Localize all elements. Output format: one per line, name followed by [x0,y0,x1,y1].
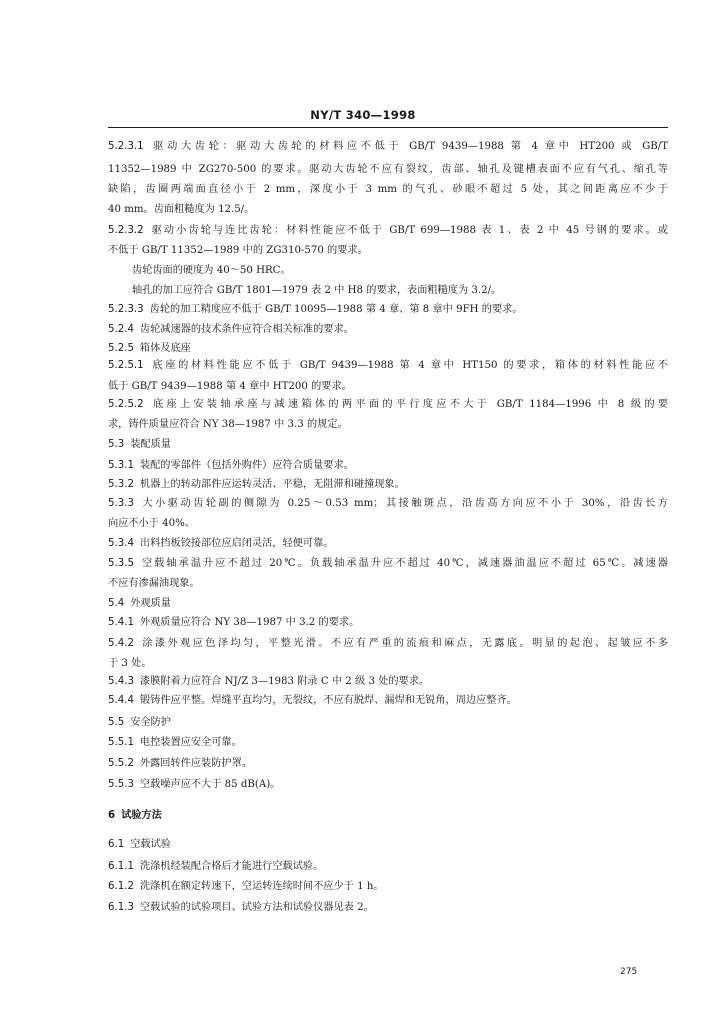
clause-line [108,342,668,356]
clause-text: 向应不小于 40%。 [108,518,196,529]
clause-number: 6.1 [108,839,125,850]
clause-line [108,398,668,412]
clause-number: 5.3 [108,439,125,450]
clause-text: 安全防护 [130,717,171,728]
continuation-line [108,577,668,591]
clause-number: 5.2.4 [108,324,134,335]
clause-text: 机器上的转动部件应运转灵活、平稳，无阻滞和碰撞现象。 [139,479,405,490]
clause-text: 外露回转件应装防护罩。 [139,758,252,769]
clause-text: 锻铸件应平整。焊缝平直均匀，无裂纹，不应有脱焊、漏焊和无锐角，周边应整齐。 [139,695,517,706]
clause-line [108,757,668,771]
clause-number: 5.3.2 [108,479,134,490]
continuation-line [108,183,668,197]
clause-text: 驱动小齿轮与连比齿轮：材料性能应不低于 GB/T 699—1988 表 1、表 2 中 45 号钢的要求。或 [149,225,668,236]
clause-line [108,901,668,915]
clause-number: 6.1.2 [108,881,134,892]
standard-code-header: NY/T 340—1998 [310,108,416,122]
clause-line [108,224,668,238]
continuation-line [108,203,668,217]
clause-number: 5.2.3.3 [108,304,144,315]
clause-text: 齿轮齿面的硬度为 40～50 HRC。 [132,265,291,276]
clause-line [108,597,668,611]
clause-text: 于 3 处。 [108,658,152,669]
clause-number: 5.2.5.2 [108,399,144,410]
clause-number: 5.2.5.1 [108,360,144,371]
clause-line [108,557,668,571]
clause-number: 5.4.3 [108,676,134,687]
clause-line [108,838,668,852]
clause-text: 40 mm。齿面粗糙度为 12.5/。 [108,204,255,215]
clause-number: 5.4.4 [108,695,134,706]
continuation-line [108,517,668,531]
clause-text: 大小驱动齿轮副的侧隙为 0.25～0.53 mm；其接触斑点，沿齿高方向应不小于 30%，沿齿长方 [139,498,668,509]
clause-text: 空载试验 [130,839,171,850]
clause-line [108,323,668,337]
clause-line [108,140,668,154]
clause-text: 缺陷，齿圈两端面直径小于 2 mm，深度小于 3 mm 的气孔、砂眼不超过 5 处，其之间距离应不少于 [108,184,668,195]
clause-line [108,716,668,730]
clause-number: 5.3.1 [108,460,134,471]
continuation-line [108,657,668,671]
clause-text: 试验方法 [121,809,162,821]
continuation-line [108,380,668,394]
clause-text: 齿轮的加工精度应不低于 GB/T 10095—1988 第 4 章、第 8 章中 9FH 的要求。 [149,304,523,315]
clause-text: 外观质量应符合 NY 38—1987 中 3.2 的要求。 [139,617,360,628]
clause-line [108,808,668,823]
continuation-line [132,264,668,278]
clause-number: 5.4.1 [108,617,134,628]
clause-number: 5.2.3.1 [108,141,144,152]
clause-line [108,880,668,894]
clause-text: 洗涤机在额定转速下，空运转连续时间不应少于 1 h。 [139,881,384,892]
clause-text: 求，铸件质量应符合 NY 38—1987 中 3.3 的规定。 [108,419,348,430]
clause-line [108,438,668,452]
clause-text: 齿轮减速器的技术条件应符合相关标准的要求。 [139,324,354,335]
continuation-line [108,244,668,258]
clause-number: 5.4.2 [108,638,134,649]
clause-line [108,478,668,492]
clause-text: 出料挡板铰接部位应启闭灵活，轻便可靠。 [139,538,334,549]
clause-number: 5.3.3 [108,498,134,509]
clause-line [108,359,668,373]
continuation-line [132,284,668,298]
page-number: 275 [620,967,638,977]
clause-number: 5.5 [108,717,125,728]
clause-text: 洗涤机经装配合格后才能进行空载试验。 [139,861,324,872]
clause-number: 6 [108,810,116,821]
clause-line [108,694,668,708]
clause-number: 5.2.5 [108,343,134,354]
clause-line [108,675,668,689]
clause-text: 底座上安装轴承座与减速箱体的两平面的平行度应不大于 GB/T 1184—1996 中 8 级的要 [149,399,668,410]
clause-number: 5.3.4 [108,538,134,549]
clause-number: 6.1.3 [108,902,134,913]
clause-number: 5.5.1 [108,737,134,748]
clause-number: 5.3.5 [108,558,134,569]
clause-text: 装配质量 [130,439,171,450]
continuation-line [108,163,668,177]
clause-line [108,616,668,630]
continuation-line [108,418,668,432]
clause-line [108,637,668,651]
clause-text: 不应有渗漏油现象。 [108,578,200,589]
clause-text: 箱体及底座 [139,343,191,354]
clause-line [108,497,668,511]
clause-number: 5.4 [108,598,125,609]
clause-text: 外观质量 [130,598,171,609]
clause-line [108,303,668,317]
clause-line [108,736,668,750]
clause-number: 5.5.3 [108,779,134,790]
clause-text: 空载试验的试验项目、试验方法和试验仪器见表 2。 [139,902,374,913]
clause-line [108,537,668,551]
clause-text: 底座的材料性能应不低于 GB/T 9439—1988 第 4 章中 HT150 的要求，箱体的材料性能应不 [149,360,668,371]
header-rule [108,127,668,128]
clause-text: 11352—1989 中 ZG270-500 的要求。驱动大齿轮不应有裂纹，齿部、轴孔及键槽表面不应有气孔、缩孔等 [108,164,668,175]
clause-text: 空载噪声应不大于 85 dB(A)。 [139,779,281,790]
clause-text: 空载轴承温升应不超过 20℃。负载轴承温升应不超过 40℃，减速器油温应不超过 65℃。减速器 [139,558,668,569]
clause-text: 装配的零部件（包括外购件）应符合质量要求。 [139,460,354,471]
clause-line [108,778,668,792]
clause-line [108,459,668,473]
clause-number: 5.2.3.2 [108,225,144,236]
clause-text: 不低于 GB/T 11352—1989 中的 ZG310-570 的要求。 [108,245,368,256]
clause-text: 涂漆外观应色泽均匀，平整光滑。不应有严重的流痕和麻点，无露底。明显的起泡、起皱应不多 [139,638,668,649]
clause-text: 轴孔的加工应符合 GB/T 1801—1979 表 2 中 H8 的要求，表面粗糙度为 3.2/。 [132,285,502,296]
clause-number: 5.5.2 [108,758,134,769]
clause-text: 低于 GB/T 9439—1988 第 4 章中 HT200 的要求。 [108,381,352,392]
clause-number: 6.1.1 [108,861,134,872]
clause-line [108,860,668,874]
clause-text: 电控装置应安全可靠。 [139,737,242,748]
clause-text: 驱动大齿轮：驱动大齿轮的材料应不低于 GB/T 9439—1988 第 4 章中 HT200 或 GB/T [149,141,668,152]
clause-text: 漆膜附着力应符合 NJ/Z 3—1983 附录 C 中 2 级 3 处的要求。 [139,676,430,687]
